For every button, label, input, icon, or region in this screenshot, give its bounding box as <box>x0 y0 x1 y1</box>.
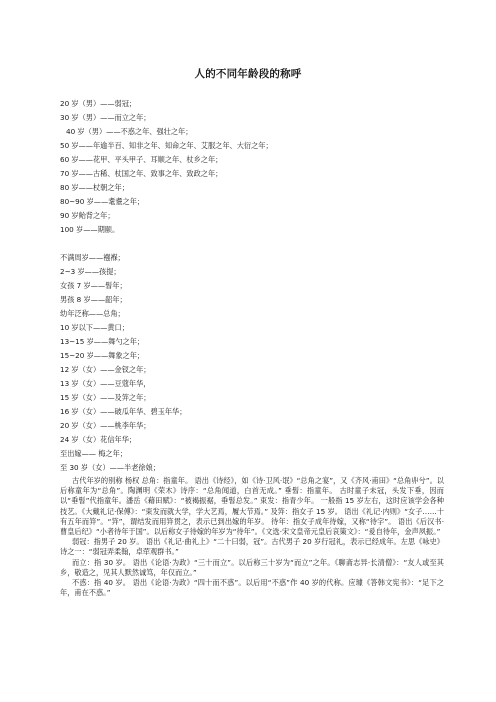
youth-term-line: 幼年泛称——总角； <box>60 309 125 318</box>
age-term-line: 100 岁——期颐。 <box>60 225 120 234</box>
age-term-line: 70 岁——古稀、杖国之年、致事之年、致政之年； <box>60 169 223 178</box>
age-term-line: 80~90 岁——耄耋之年； <box>60 197 145 206</box>
youth-term-line: 至出嫁—— 梅之年； <box>60 449 127 458</box>
page-title: 人的不同年龄段的称呼 <box>194 68 302 80</box>
youth-term-line: 2~3 岁——孩提； <box>60 267 121 276</box>
age-term-line: 60 岁——花甲、平头甲子、耳顺之年、杖乡之年； <box>60 155 223 164</box>
youth-term-line: 至 30 岁（女）——半老徐娘； <box>60 463 160 472</box>
paragraph: 不惑：指 40 岁。 语出《论语·为政》“四十而不惑”。以后用“不惑”作 40 岁的代称。应璩《答韩文宪书》：“足下之年，甫在不惑。” <box>60 578 444 598</box>
youth-term-line: 15 岁（女）——及笄之年； <box>60 393 151 402</box>
age-term-line: 50 岁——年逾半百、知非之年、知命之年、艾服之年、大衍之年； <box>60 141 273 150</box>
age-term-line: 40 岁（男）——不惑之年、强壮之年； <box>66 127 193 136</box>
paragraph: 而立：指 30 岁。 语出《论语·为政》“三十而立”。以后称三十岁为“而立”之年。《聊斋志异·长清僧》：“友人或至其乡，敬造之，见其人默然诚笃，年仅而立。” <box>60 557 444 577</box>
youth-term-line: 男孩 8 岁——龆年； <box>60 295 127 304</box>
youth-term-line: 20 岁（女）——桃李年华； <box>60 421 151 430</box>
youth-term-line: 16 岁（女）——破瓜年华、碧玉年华； <box>60 407 187 416</box>
age-term-line: 90 岁鲐背之年； <box>60 211 115 220</box>
youth-term-line: 24 岁（女）花信年华； <box>60 435 137 444</box>
body-text <box>60 476 444 598</box>
youth-term-line: 女孩 7 岁——髫年； <box>60 281 127 290</box>
youth-term-line: 15~20 岁——舞象之年； <box>60 351 145 360</box>
youth-term-line: 13~15 岁——舞勺之年； <box>60 337 145 346</box>
youth-term-line: 不满周岁——襁褓； <box>60 253 125 262</box>
youth-term-line: 10 岁以下——黄口； <box>60 323 129 332</box>
age-term-line: 30 岁（男）——而立之年； <box>60 113 151 122</box>
youth-term-line: 13 岁（女）——豆蔻年华， <box>60 379 151 388</box>
age-term-line: 80 岁——杖朝之年； <box>60 183 129 192</box>
age-term-line: 20 岁（男）——弱冠； <box>60 99 137 108</box>
paragraph: 古代年岁的别称 杨权 总角：指童年。 语出《诗经》，如《诗·卫风·氓》“总角之宴”，又《齐风·甫田》“总角丱兮”。以后称童年为“总角”。陶渊明《荣木》诗序：“总角闻道，白首无成。” 垂髫：指童年。 古时童子未冠，头发下垂，因而以“垂髫”代指童年。潘岳《藉田赋》：“被褐振裾，垂髫总发。” 束发：指青少年。 一般指 15 岁左右，这时应该学会各种技艺。《大戴礼记·保傅》：“束发而就大学，学大艺焉，履大节焉。” 及笄：指女子 15 岁。 语出《礼记·内则》“女子……十有五年而笄”。“笄”，谓结发而用笄贯之，表示已到出嫁的年岁。 待年：指女子成年待嫁，又称“待字”。 语出《后汉书·曹皇后纪》“小者待年于国”。以后称女子待嫁的年岁为“待年”。《文选·宋文皇帝元皇后哀策文》：“爰自待年，金声夙振。” <box>60 476 444 537</box>
youth-term-line: 12 岁（女）——金钗之年； <box>60 365 151 374</box>
paragraph: 弱冠：指男子 20 岁。 语出《礼记·曲礼上》“二十曰弱，冠”。古代男子 20 岁行冠礼，表示已经成年。左思《咏史》诗之一：“弱冠弄柔翰，卓荦观群书。” <box>60 537 444 557</box>
